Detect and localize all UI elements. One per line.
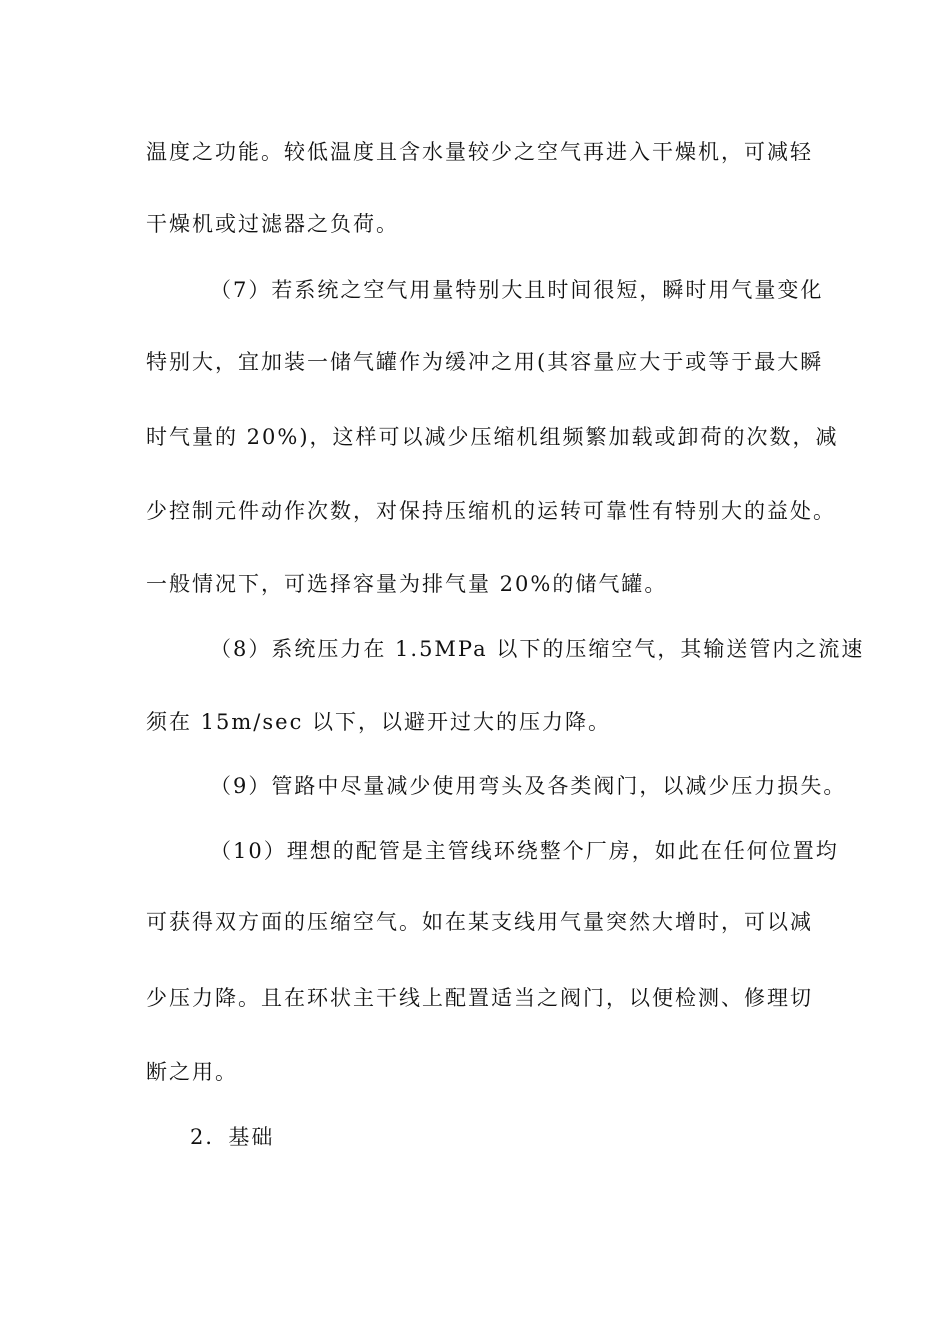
text-line-1: 温度之功能。较低温度且含水量较少之空气再进入干燥机，可减轻 — [146, 140, 813, 164]
text-line-6: 少控制元件动作次数，对保持压缩机的运转可靠性有特别大的益处。 — [146, 499, 836, 523]
text-line-9: 须在 15m/sec 以下，以避开过大的压力降。 — [146, 710, 612, 734]
text-line-14: 断之用。 — [146, 1060, 238, 1084]
text-line-7: 一般情况下，可选择容量为排气量 20%的储气罐。 — [146, 572, 668, 596]
text-line-5: 时气量的 20%)，这样可以减少压缩机组频繁加载或卸荷的次数，减 — [146, 425, 839, 449]
text-line-8: （8）系统压力在 1.5MPa 以下的压缩空气，其输送管内之流速 — [210, 637, 865, 661]
text-line-13: 少压力降。且在环状主干线上配置适当之阀门，以便检测、修理切 — [146, 986, 813, 1010]
text-line-12: 可获得双方面的压缩空气。如在某支线用气量突然大增时，可以减 — [146, 910, 813, 934]
section-heading: 2．基础 — [190, 1125, 275, 1149]
text-line-4: 特别大，宜加装一储气罐作为缓冲之用(其容量应大于或等于最大瞬 — [146, 350, 824, 374]
text-line-11: （10）理想的配管是主管线环绕整个厂房，如此在任何位置均 — [210, 839, 839, 863]
text-line-10: （9）管路中尽量减少使用弯头及各类阀门，以减少压力损失。 — [210, 774, 847, 798]
text-line-2: 干燥机或过滤器之负荷。 — [146, 212, 399, 236]
text-line-3: （7）若系统之空气用量特别大且时间很短，瞬时用气量变化 — [210, 278, 824, 302]
